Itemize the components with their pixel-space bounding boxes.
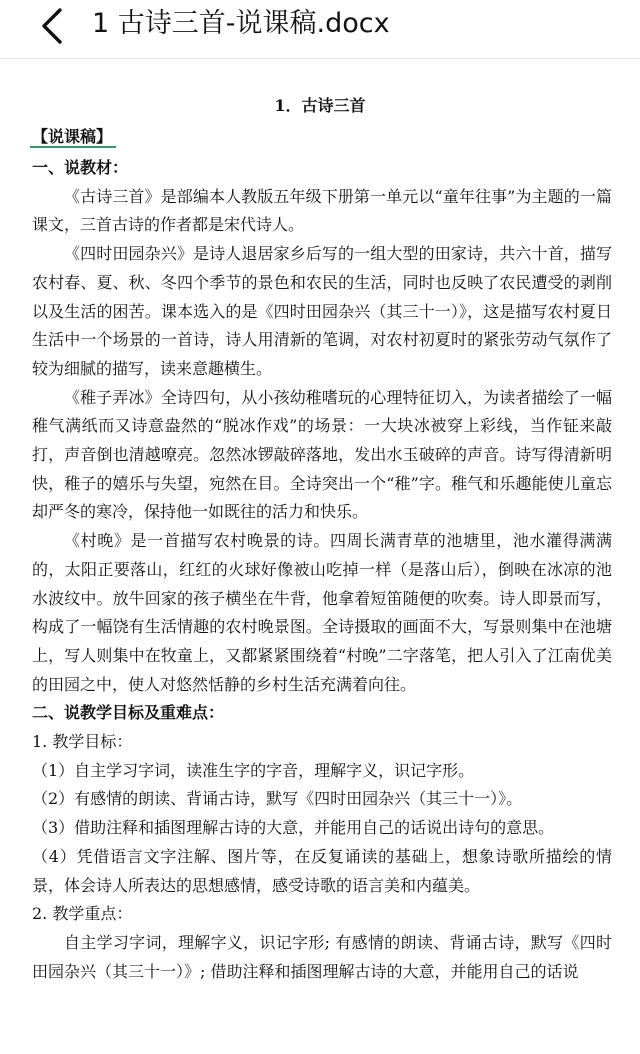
chevron-left-icon — [34, 6, 74, 46]
paragraph-2: 《四时田园杂兴》是诗人退居家乡后写的一组大型的田家诗，共六十首，描写农村春、夏、秋、冬四个季节的景色和农民的生活，同时也反映了农民遭受的剥削以及生活的困苦。课本选入的是《四时田园杂兴（其三十一）》，这是描写农村夏日生活中一个场景的一首诗，诗人用清新的笔调，对农村初夏时的紧张劳动气氛作了较为细腻的描写，读来意趣横生。 — [32, 244, 612, 378]
document-page[interactable] — [0, 58, 640, 1054]
tag-underline — [30, 146, 116, 148]
section-heading-1: 一、说教材： — [32, 158, 129, 177]
document-title: 1 古诗三首-说课稿.docx — [92, 8, 390, 39]
paragraph-4: 《村晚》是一首描写农村晚景的诗。四周长满青草的池塘里，池水灌得满满的，太阳正要落山，红红的火球好像被山吃掉一样（是落山后），倒映在冰凉的池水波纹中。放牛回家的孩子横坐在牛背，他拿着短笛随便的吹奏。诗人即景而写，构成了一幅饶有生活情趣的农村晚景图。全诗摄取的画面不大，写景则集中在池塘上，写人则集中在牧童上，又都紧紧围绕着“村晚”二字落笔，把人引入了江南优美的田园之中，使人对悠然恬静的乡村生活充满着向往。 — [32, 531, 612, 694]
section-tag: 【说课稿】 — [32, 127, 113, 146]
back-button[interactable] — [34, 6, 74, 46]
paragraph-1: 《古诗三首》是部编本人教版五年级下册第一单元以“童年往事”为主题的一篇课文，三首古诗的作者都是宋代诗人。 — [32, 186, 612, 235]
goal-item-1: （1）自主学习字词，读准生字的字音，理解字义，识记字形。 — [32, 760, 475, 780]
document-body — [32, 154, 612, 986]
goal-item-4: （4）凭借语言文字注解、图片等，在反复诵读的基础上，想象诗歌所描绘的情景，体会诗人所表达的思想感情，感受诗歌的语言美和内蕴美。 — [32, 846, 612, 895]
goal-item-2: （2）有感情的朗读、背诵古诗，默写《四时田园杂兴（其三十一）》。 — [32, 789, 523, 809]
paragraph-3: 《稚子弄冰》全诗四句，从小孩幼稚嗜玩的心理特征切入，为读者描绘了一幅稚气满纸而又诗意盎然的“脱冰作戏”的场景：一大块冰被穿上彩线，当作钲来敲打，声音倒也清越嘹亮。忽然冰锣敲碎落地，发出水玉破碎的声音。诗写得清新明快，稚子的嬉乐与失望，宛然在目。全诗突出一个“稚”字。稚气和乐趣能使儿童忘却严冬的寒冷，保持他一如既往的活力和快乐。 — [32, 387, 612, 522]
top-bar — [0, 0, 640, 59]
goal-item-3: （3）借助注释和插图理解古诗的大意，并能用自己的话说出诗句的意思。 — [32, 818, 555, 838]
key-points-text: 自主学习字词，理解字义，识记字形; 有感情的朗读、背诵古诗，默写《四时田园杂兴（其三十一）》; 借助注释和插图理解古诗的大意，并能用自己的话说 — [32, 932, 612, 981]
goals-label: 1. 教学目标： — [32, 732, 133, 752]
key-points-label: 2. 教学重点： — [32, 904, 133, 924]
section-heading-2: 二、说教学目标及重难点： — [32, 703, 225, 723]
lesson-title: 1．古诗三首 — [274, 96, 366, 115]
